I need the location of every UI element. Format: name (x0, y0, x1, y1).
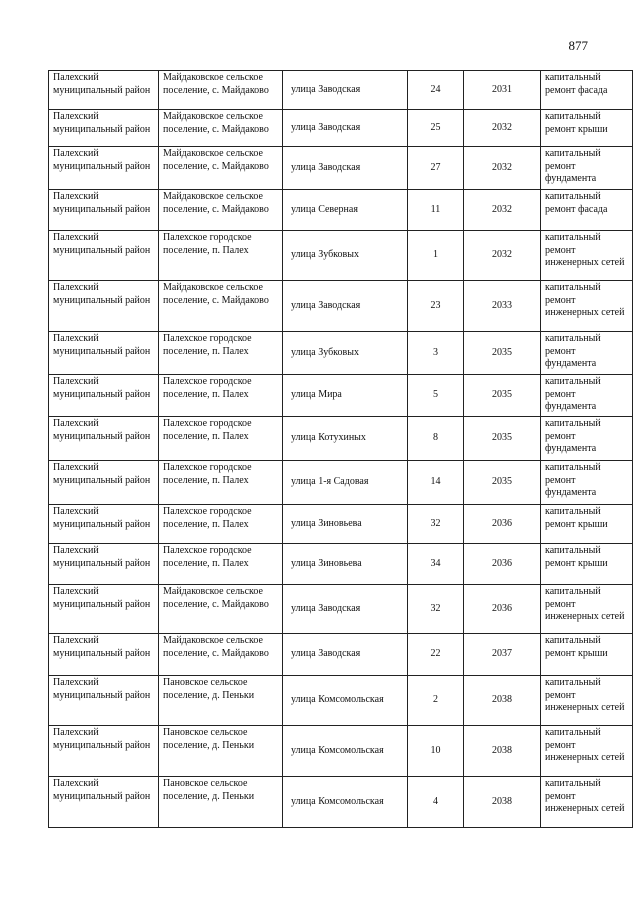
year-cell: 2036 (464, 544, 541, 585)
house-number-cell: 24 (408, 71, 464, 110)
settlement-cell: Майдаковское сельское поселение, с. Майдаково (159, 147, 283, 190)
table-row (49, 585, 633, 634)
district-cell: Палехский муниципальный район (49, 777, 159, 828)
district-cell: Палехский муниципальный район (49, 281, 159, 332)
settlement-cell: Майдаковское сельское поселение, с. Майдаково (159, 585, 283, 634)
table-row (49, 634, 633, 676)
house-number-cell: 1 (408, 231, 464, 281)
table-row (49, 190, 633, 231)
street-cell: улица Зубковых (283, 231, 408, 281)
house-number-cell: 2 (408, 676, 464, 726)
settlement-cell: Палехское городское поселение, п. Палех (159, 231, 283, 281)
district-cell: Палехский муниципальный район (49, 71, 159, 110)
street-cell: улица Заводская (283, 281, 408, 332)
house-number-cell: 8 (408, 417, 464, 461)
house-number-cell: 5 (408, 375, 464, 417)
repair-schedule-table (48, 70, 633, 828)
street-cell: улица Зиновьева (283, 544, 408, 585)
settlement-cell: Палехское городское поселение, п. Палех (159, 332, 283, 375)
year-cell: 2035 (464, 461, 541, 505)
district-cell: Палехский муниципальный район (49, 110, 159, 147)
settlement-cell: Палехское городское поселение, п. Палех (159, 505, 283, 544)
settlement-cell: Палехское городское поселение, п. Палех (159, 375, 283, 417)
work-type-cell: капитальный ремонт фасада (541, 71, 633, 110)
year-cell: 2038 (464, 777, 541, 828)
table-row (49, 544, 633, 585)
street-cell: улица Заводская (283, 147, 408, 190)
house-number-cell: 27 (408, 147, 464, 190)
settlement-cell: Майдаковское сельское поселение, с. Майдаково (159, 110, 283, 147)
district-cell: Палехский муниципальный район (49, 332, 159, 375)
work-type-cell: капитальный ремонт фундамента (541, 332, 633, 375)
work-type-cell: капитальный ремонт крыши (541, 110, 633, 147)
house-number-cell: 11 (408, 190, 464, 231)
work-type-cell: капитальный ремонт фундамента (541, 375, 633, 417)
settlement-cell: Майдаковское сельское поселение, с. Майдаково (159, 190, 283, 231)
house-number-cell: 4 (408, 777, 464, 828)
street-cell: улица 1-я Садовая (283, 461, 408, 505)
street-cell: улица Комсомольская (283, 726, 408, 777)
house-number-cell: 32 (408, 505, 464, 544)
settlement-cell: Пановское сельское поселение, д. Пеньки (159, 676, 283, 726)
district-cell: Палехский муниципальный район (49, 676, 159, 726)
work-type-cell: капитальный ремонт фундамента (541, 417, 633, 461)
settlement-cell: Майдаковское сельское поселение, с. Майдаково (159, 71, 283, 110)
district-cell: Палехский муниципальный район (49, 461, 159, 505)
year-cell: 2032 (464, 231, 541, 281)
house-number-cell: 10 (408, 726, 464, 777)
street-cell: улица Комсомольская (283, 676, 408, 726)
settlement-cell: Палехское городское поселение, п. Палех (159, 461, 283, 505)
district-cell: Палехский муниципальный район (49, 190, 159, 231)
year-cell: 2035 (464, 417, 541, 461)
work-type-cell: капитальный ремонт фундамента (541, 147, 633, 190)
table-row (49, 505, 633, 544)
house-number-cell: 3 (408, 332, 464, 375)
table-row (49, 281, 633, 332)
street-cell: улица Заводская (283, 71, 408, 110)
house-number-cell: 14 (408, 461, 464, 505)
work-type-cell: капитальный ремонт инженерных сетей (541, 777, 633, 828)
table-row (49, 777, 633, 828)
year-cell: 2037 (464, 634, 541, 676)
house-number-cell: 34 (408, 544, 464, 585)
district-cell: Палехский муниципальный район (49, 147, 159, 190)
street-cell: улица Заводская (283, 110, 408, 147)
year-cell: 2036 (464, 585, 541, 634)
work-type-cell: капитальный ремонт крыши (541, 505, 633, 544)
district-cell: Палехский муниципальный район (49, 375, 159, 417)
district-cell: Палехский муниципальный район (49, 505, 159, 544)
table-row (49, 726, 633, 777)
work-type-cell: капитальный ремонт фасада (541, 190, 633, 231)
district-cell: Палехский муниципальный район (49, 417, 159, 461)
settlement-cell: Пановское сельское поселение, д. Пеньки (159, 777, 283, 828)
table-row (49, 71, 633, 110)
table-row (49, 231, 633, 281)
year-cell: 2038 (464, 676, 541, 726)
settlement-cell: Палехское городское поселение, п. Палех (159, 544, 283, 585)
table-row (49, 332, 633, 375)
table-row (49, 417, 633, 461)
settlement-cell: Майдаковское сельское поселение, с. Майдаково (159, 281, 283, 332)
year-cell: 2033 (464, 281, 541, 332)
work-type-cell: капитальный ремонт инженерных сетей (541, 281, 633, 332)
district-cell: Палехский муниципальный район (49, 585, 159, 634)
house-number-cell: 22 (408, 634, 464, 676)
year-cell: 2035 (464, 332, 541, 375)
street-cell: улица Мира (283, 375, 408, 417)
street-cell: улица Заводская (283, 634, 408, 676)
table-row (49, 147, 633, 190)
year-cell: 2032 (464, 110, 541, 147)
year-cell: 2038 (464, 726, 541, 777)
table-row (49, 375, 633, 417)
settlement-cell: Майдаковское сельское поселение, с. Майдаково (159, 634, 283, 676)
settlement-cell: Пановское сельское поселение, д. Пеньки (159, 726, 283, 777)
table-row (49, 110, 633, 147)
district-cell: Палехский муниципальный район (49, 544, 159, 585)
year-cell: 2032 (464, 147, 541, 190)
work-type-cell: капитальный ремонт инженерных сетей (541, 676, 633, 726)
district-cell: Палехский муниципальный район (49, 634, 159, 676)
street-cell: улица Комсомольская (283, 777, 408, 828)
work-type-cell: капитальный ремонт инженерных сетей (541, 231, 633, 281)
table-row (49, 676, 633, 726)
year-cell: 2036 (464, 505, 541, 544)
settlement-cell: Палехское городское поселение, п. Палех (159, 417, 283, 461)
work-type-cell: капитальный ремонт инженерных сетей (541, 726, 633, 777)
street-cell: улица Котухиных (283, 417, 408, 461)
work-type-cell: капитальный ремонт крыши (541, 634, 633, 676)
house-number-cell: 23 (408, 281, 464, 332)
street-cell: улица Зубковых (283, 332, 408, 375)
street-cell: улица Заводская (283, 585, 408, 634)
street-cell: улица Северная (283, 190, 408, 231)
district-cell: Палехский муниципальный район (49, 726, 159, 777)
street-cell: улица Зиновьева (283, 505, 408, 544)
page-number: 877 (568, 38, 588, 53)
work-type-cell: капитальный ремонт крыши (541, 544, 633, 585)
district-cell: Палехский муниципальный район (49, 231, 159, 281)
year-cell: 2035 (464, 375, 541, 417)
house-number-cell: 25 (408, 110, 464, 147)
year-cell: 2032 (464, 190, 541, 231)
table-row (49, 461, 633, 505)
year-cell: 2031 (464, 71, 541, 110)
work-type-cell: капитальный ремонт инженерных сетей (541, 585, 633, 634)
work-type-cell: капитальный ремонт фундамента (541, 461, 633, 505)
house-number-cell: 32 (408, 585, 464, 634)
